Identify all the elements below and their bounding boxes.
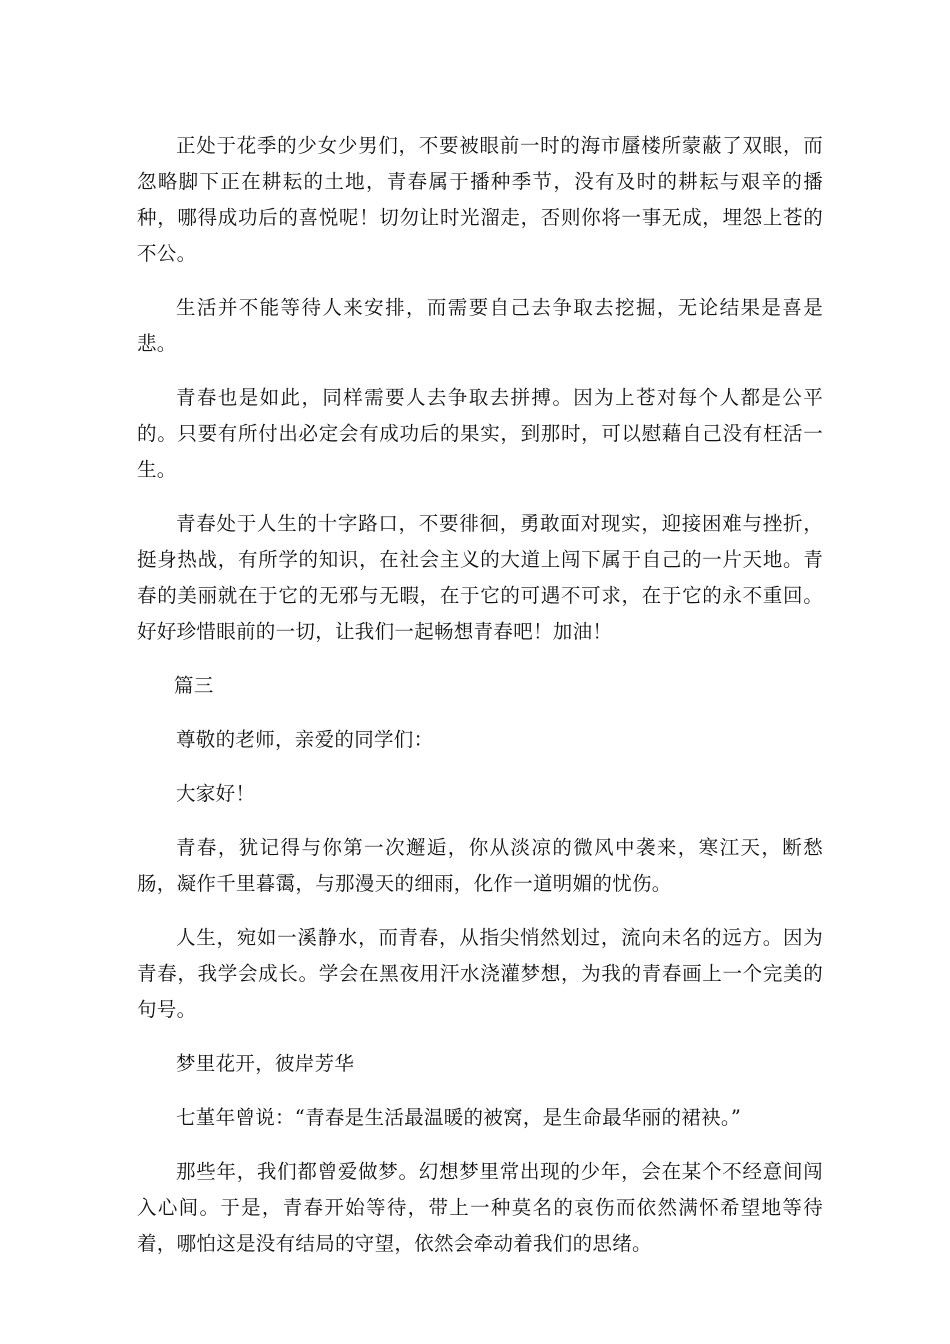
paragraph: 青春也是如此，同样需要人去争取去拼搏。因为上苍对每个人都是公平的。只要有所付出必定会有成功后的果实，到那时，可以慰藉自己没有枉活一生。 bbox=[137, 386, 823, 481]
subheading: 梦里花开，彼岸芳华 bbox=[176, 1052, 355, 1075]
paragraph: 青春处于人生的十字路口，不要徘徊，勇敢面对现实，迎接困难与挫折，挺身热战，有所学的知识，在社会主义的大道上闯下属于自己的一片天地。青春的美丽就在于它的无邪与无暇，在于它的可遇不可求，在于它的永不重回。好好珍惜眼前的一切，让我们一起畅想青春吧！加油！ bbox=[137, 512, 823, 643]
paragraph: 青春，犹记得与你第一次邂逅，你从淡凉的微风中袭来，寒江天，断愁肠，凝作千里暮霭，与那漫天的细雨，化作一道明媚的忧伤。 bbox=[137, 836, 823, 895]
paragraph: 人生，宛如一溪静水，而青春，从指尖悄然划过，流向未名的远方。因为青春，我学会成长。学会在黑夜用汗水浇灌梦想，为我的青春画上一个完美的句号。 bbox=[137, 926, 823, 1021]
greeting: 尊敬的老师，亲爱的同学们： bbox=[176, 728, 434, 751]
section-title: 篇三 bbox=[174, 674, 214, 697]
paragraph: 那些年，我们都曾爱做梦。幻想梦里常出现的少年，会在某个不经意间闯入心间。于是，青春开始等待，带上一种莫名的哀伤而依然满怀希望地等待着，哪怕这是没有结局的守望，依然会牵动着我们的思绪。 bbox=[137, 1160, 823, 1255]
document-body bbox=[137, 128, 823, 1280]
paragraph: 正处于花季的少女少男们，不要被眼前一时的海市蜃楼所蒙蔽了双眼，而忽略脚下正在耕耘的土地，青春属于播种季节，没有及时的耕耘与艰辛的播种，哪得成功后的喜悦呢！切勿让时光溜走，否则你将一事无成，埋怨上苍的不公。 bbox=[137, 134, 823, 265]
salutation: 大家好！ bbox=[176, 782, 256, 805]
paragraph: 生活并不能等待人来安排，而需要自己去争取去挖掘，无论结果是喜是悲。 bbox=[137, 296, 823, 355]
quote-paragraph: 七堇年曾说：“青春是生活最温暖的被窝，是生命最华丽的裙袂。” bbox=[176, 1106, 742, 1129]
